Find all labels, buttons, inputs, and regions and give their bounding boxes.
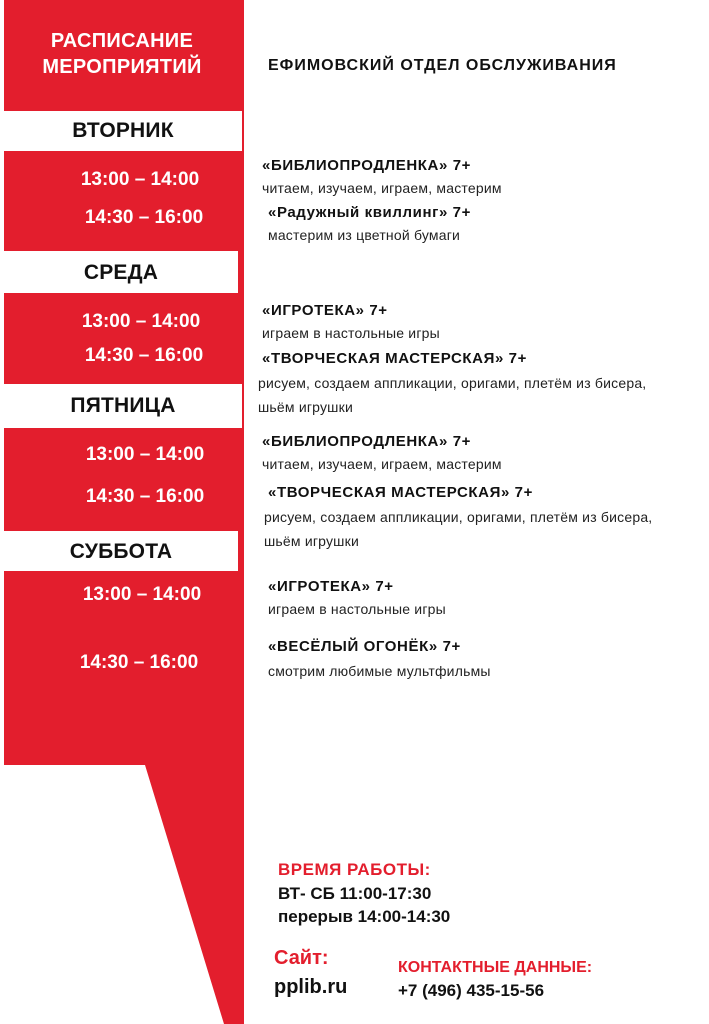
event-description: играем в настольные игры [268,601,446,617]
contacts-label: КОНТАКТНЫЕ ДАННЫЕ: [398,959,593,976]
time-slot: 14:30 – 16:00 [79,652,199,673]
day-label-wednesday: СРЕДА [83,261,159,284]
event-title: «ВЕСЁЛЫЙ ОГОНЁК» 7+ [268,638,461,655]
event-title: «Радужный квиллинг» 7+ [268,204,471,221]
event-title: «БИБЛИОПРОДЛЕНКА» 7+ [262,157,471,174]
event-description: мастерим из цветной бумаги [268,227,461,243]
time-slot: 14:30 – 16:00 [84,207,204,228]
event-title: «ТВОРЧЕСКАЯ МАСТЕРСКАЯ» 7+ [262,350,527,367]
working-hours-label: ВРЕМЯ РАБОТЫ: [278,860,431,879]
contacts-phone: +7 (496) 435-15-56 [398,981,545,1000]
event-description: читаем, изучаем, играем, мастерим [262,180,502,196]
event-description: рисуем, создаем аппликации, оригами, плетём из бисера, шьём игрушки [264,509,653,549]
site-link[interactable]: pplib.ru [274,976,348,998]
time-slot: 14:30 – 16:00 [84,345,204,366]
time-slot: 13:00 – 14:00 [82,584,202,605]
event-title: «ИГРОТЕКА» 7+ [262,302,388,319]
time-slot: 13:00 – 14:00 [85,444,205,465]
time-slot: 13:00 – 14:00 [80,169,200,190]
working-hours-break: перерыв 14:00-14:30 [278,907,451,926]
sidebar-red-panel [4,0,244,1024]
day-label-tuesday: ВТОРНИК [72,119,174,142]
site-label: Сайт: [274,947,329,969]
sidebar-title-line1: РАСПИСАНИЕ [50,30,194,52]
day-label-saturday: СУББОТА [69,540,173,563]
department-heading: ЕФИМОВСКИЙ ОТДЕЛ ОБСЛУЖИВАНИЯ [268,57,617,74]
event-description: смотрим любимые мультфильмы [268,663,491,679]
day-label-friday: ПЯТНИЦА [70,394,176,417]
event-description: рисуем, создаем аппликации, оригами, плетём из бисера, шьём игрушки [258,375,647,415]
event-description: играем в настольные игры [262,325,440,341]
sidebar-title [4,28,240,80]
event-title: «ИГРОТЕКА» 7+ [268,578,394,595]
sidebar-title-line2: МЕРОПРИЯТИЙ [42,56,202,78]
working-hours-days: ВТ- СБ 11:00-17:30 [278,884,432,903]
event-title: «ТВОРЧЕСКАЯ МАСТЕРСКАЯ» 7+ [268,484,533,501]
event-description: читаем, изучаем, играем, мастерим [262,456,502,472]
time-slot: 13:00 – 14:00 [81,311,201,332]
event-title: «БИБЛИОПРОДЛЕНКА» 7+ [262,433,471,450]
time-slot: 14:30 – 16:00 [85,486,205,507]
